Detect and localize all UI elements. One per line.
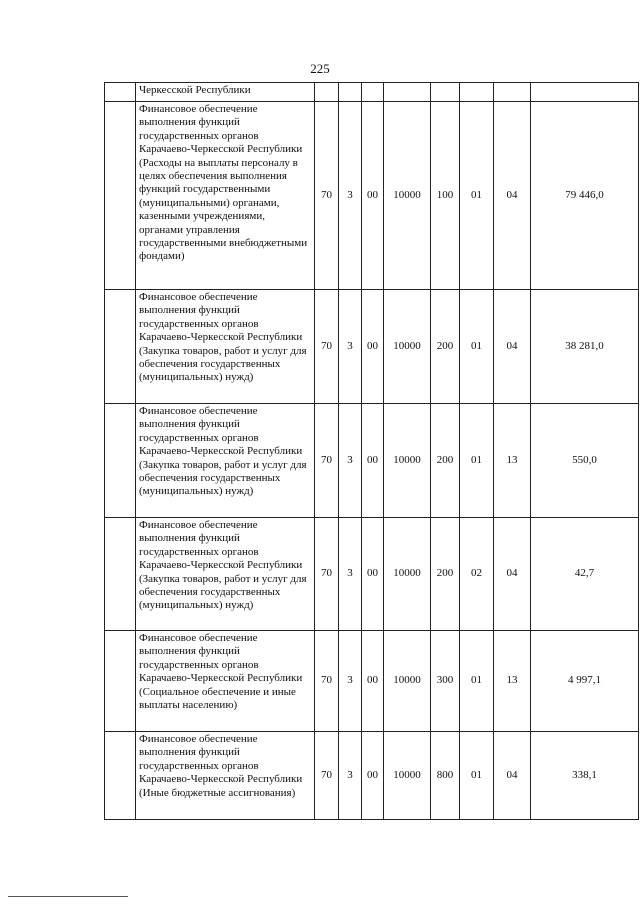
- subprogram-code-cell: 00: [362, 290, 384, 404]
- expense-type-cell: 800: [431, 732, 460, 820]
- admin-code-cell: 70: [315, 102, 339, 290]
- amount-cell: 550,0: [531, 404, 639, 518]
- scan-artifact-line: [8, 896, 128, 897]
- expense-type-cell: 200: [431, 518, 460, 631]
- program-code-cell: 3: [339, 290, 362, 404]
- admin-code-cell: 70: [315, 631, 339, 732]
- row-number-cell: [105, 290, 136, 404]
- admin-code-cell: 70: [315, 518, 339, 631]
- empty-cell: [384, 83, 431, 102]
- subprogram-code-cell: 00: [362, 102, 384, 290]
- table-row: [105, 102, 639, 290]
- row-number-cell: [105, 102, 136, 290]
- direction-code-cell: 10000: [384, 404, 431, 518]
- subsection-cell: 04: [494, 732, 531, 820]
- empty-cell: [339, 83, 362, 102]
- section-cell: 01: [460, 290, 494, 404]
- empty-cell: [494, 83, 531, 102]
- empty-cell: [362, 83, 384, 102]
- table-row: [105, 290, 639, 404]
- direction-code-cell: 10000: [384, 102, 431, 290]
- subprogram-code-cell: 00: [362, 732, 384, 820]
- subsection-cell: 13: [494, 404, 531, 518]
- program-code-cell: 3: [339, 732, 362, 820]
- row-number-cell: [105, 518, 136, 631]
- description-cell: Финансовое обеспечение выполнения функций государственных органов Карачаево-Черкесской Республики (Расходы на выплаты персоналу в целях обеспечения выполнения функций государственными (муниципальными) органами, казенными учреждениями, органами управления государственными внебюджетными фондами): [136, 102, 315, 290]
- direction-code-cell: 10000: [384, 631, 431, 732]
- program-code-cell: 3: [339, 518, 362, 631]
- program-code-cell: 3: [339, 631, 362, 732]
- table-row: [105, 732, 639, 820]
- budget-table-body: [105, 83, 639, 820]
- row-number-cell: [105, 83, 136, 102]
- table-row: [105, 518, 639, 631]
- admin-code-cell: 70: [315, 290, 339, 404]
- table-row: [105, 404, 639, 518]
- direction-code-cell: 10000: [384, 518, 431, 631]
- row-number-cell: [105, 732, 136, 820]
- description-cell: Финансовое обеспечение выполнения функций государственных органов Карачаево-Черкесской Республики (Закупка товаров, работ и услуг для обеспечения государственных (муниципальных) нужд): [136, 290, 315, 404]
- subsection-cell: 04: [494, 290, 531, 404]
- description-cell: Финансовое обеспечение выполнения функций государственных органов Карачаево-Черкесской Республики (Социальное обеспечение и иные выплаты населению): [136, 631, 315, 732]
- section-cell: 01: [460, 102, 494, 290]
- description-cell: Финансовое обеспечение выполнения функций государственных органов Карачаево-Черкесской Республики (Иные бюджетные ассигнования): [136, 732, 315, 820]
- empty-cell: [531, 83, 639, 102]
- table-row: [105, 631, 639, 732]
- expense-type-cell: 200: [431, 404, 460, 518]
- continuation-text: Черкесской Республики: [136, 83, 315, 102]
- admin-code-cell: 70: [315, 404, 339, 518]
- section-cell: 01: [460, 732, 494, 820]
- empty-cell: [431, 83, 460, 102]
- expense-type-cell: 200: [431, 290, 460, 404]
- amount-cell: 4 997,1: [531, 631, 639, 732]
- budget-table: [104, 82, 639, 820]
- row-number-cell: [105, 631, 136, 732]
- row-number-cell: [105, 404, 136, 518]
- admin-code-cell: 70: [315, 732, 339, 820]
- program-code-cell: 3: [339, 404, 362, 518]
- empty-cell: [460, 83, 494, 102]
- subsection-cell: 04: [494, 518, 531, 631]
- direction-code-cell: 10000: [384, 732, 431, 820]
- program-code-cell: 3: [339, 102, 362, 290]
- subprogram-code-cell: 00: [362, 404, 384, 518]
- amount-cell: 338,1: [531, 732, 639, 820]
- empty-cell: [315, 83, 339, 102]
- subsection-cell: 04: [494, 102, 531, 290]
- direction-code-cell: 10000: [384, 290, 431, 404]
- description-cell: Финансовое обеспечение выполнения функций государственных органов Карачаево-Черкесской Республики (Закупка товаров, работ и услуг для обеспечения государственных (муниципальных) нужд): [136, 404, 315, 518]
- amount-cell: 42,7: [531, 518, 639, 631]
- table-row-continuation: [105, 83, 639, 102]
- subsection-cell: 13: [494, 631, 531, 732]
- expense-type-cell: 300: [431, 631, 460, 732]
- amount-cell: 38 281,0: [531, 290, 639, 404]
- section-cell: 02: [460, 518, 494, 631]
- section-cell: 01: [460, 631, 494, 732]
- page-number: 225: [310, 61, 330, 76]
- section-cell: 01: [460, 404, 494, 518]
- expense-type-cell: 100: [431, 102, 460, 290]
- subprogram-code-cell: 00: [362, 518, 384, 631]
- description-cell: Финансовое обеспечение выполнения функций государственных органов Карачаево-Черкесской Республики (Закупка товаров, работ и услуг для обеспечения государственных (муниципальных) нужд): [136, 518, 315, 631]
- subprogram-code-cell: 00: [362, 631, 384, 732]
- amount-cell: 79 446,0: [531, 102, 639, 290]
